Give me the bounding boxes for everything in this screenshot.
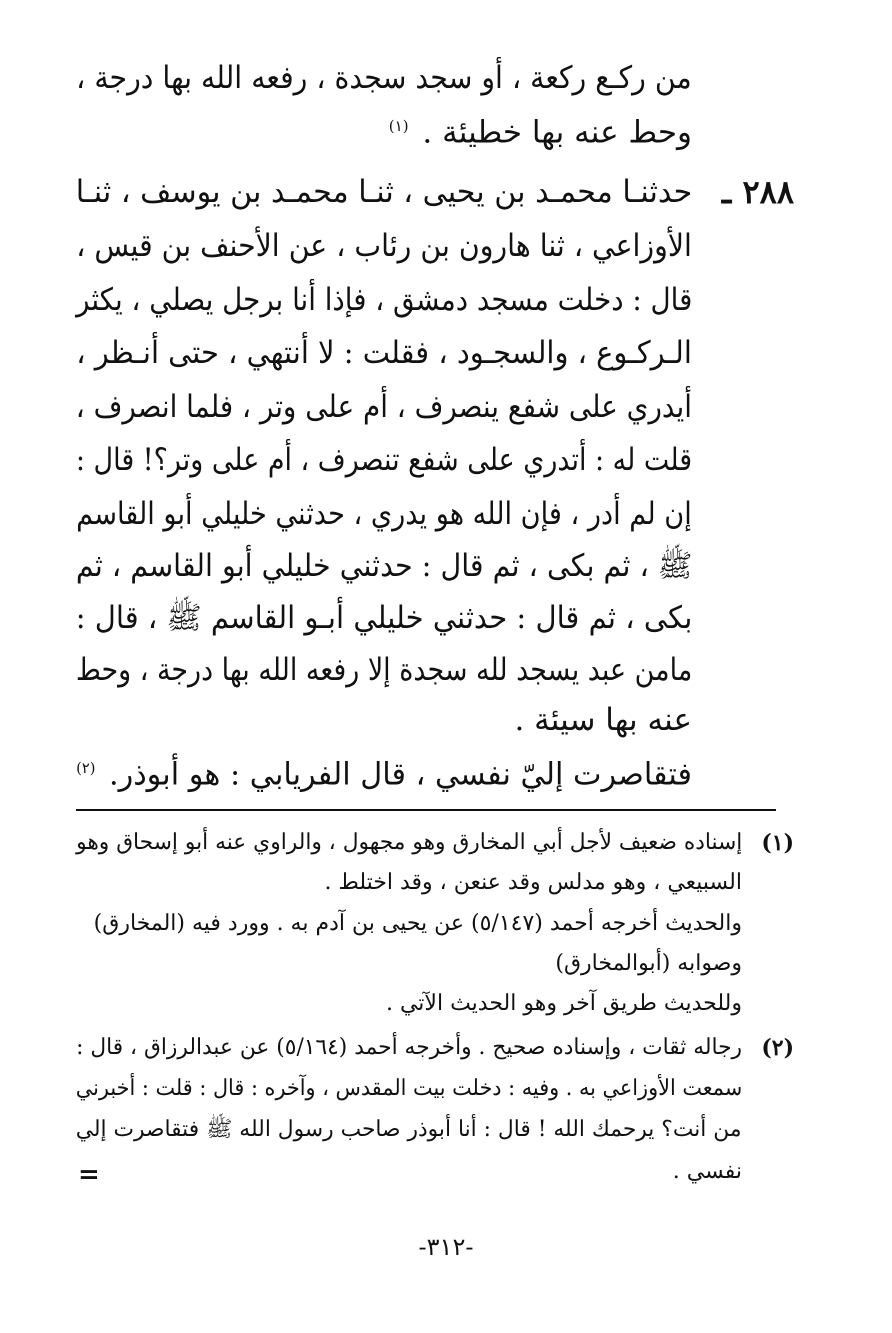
footnote-ref-1: (١) (388, 117, 409, 135)
page-number: -٣١٢- (418, 1233, 474, 1261)
hadith-line-10: مامن عبد يسجد لله سجدة إلا رفعه الله بها درجة ، وحط (75, 652, 692, 688)
footnote-1-number: (١) (761, 830, 794, 856)
hadith-line-2: الأوزاعي ، ثنا هارون بن رئاب ، عن الأحنف بن قيس ، (76, 228, 692, 264)
footnote-2-line-3: من أنت؟ يرحمك الله ! قال : أنا أبوذر صاحب رسول الله ﷺ فتقاصرت إلي (76, 1117, 742, 1142)
footnote-2-line-4: نفسي . (672, 1159, 742, 1184)
intro-line-2 (389, 106, 692, 152)
hadith-number: ٢٨٨ ـ (721, 173, 794, 211)
hadith-line-7: إن لم أدر ، فإن الله هو يدري ، حدثني خليلي أبو القاسم (76, 496, 692, 532)
hadith-line-11: عنه بها سيئة . (514, 702, 692, 738)
closing-line (76, 748, 692, 794)
hadith-line-8: ﷺ ، ثم بكى ، ثم قال : حدثني خليلي أبو القاسم ، ثم (75, 548, 692, 584)
intro-line-2-text: وحط عنه بها خطيئة . (422, 114, 692, 151)
hadith-line-5: أيدري على شفع ينصرف ، أم على وتر ، فلما انصرف ، (75, 389, 692, 425)
footnote-2-number: (٢) (761, 1035, 794, 1061)
hadith-line-3: قال : دخلت مسجد دمشق ، فإذا أنا برجل يصلي ، يكثر (75, 282, 692, 318)
footnote-2-line-2: سمعت الأوزاعي به . وفيه : دخلت بيت المقدس ، وآخره : قال : قلت : أخبرني (75, 1076, 742, 1101)
intro-line-1: من ركـع ركعة ، أو سجد سجدة ، رفعه الله بها درجة ، (76, 60, 692, 96)
hadith-line-6: قلت له : أتدري على شفع تنصرف ، أم على وتر؟! قال : (75, 442, 692, 478)
hadith-line-9: بكى ، ثم قال : حدثني خليلي أبـو القاسم ﷺ ، قال : (75, 600, 692, 636)
continuation-mark: = (78, 1160, 100, 1190)
closing-line-text: فتقاصرت إليّ نفسي ، قال الفريابي : هو أبوذر. (109, 756, 692, 793)
footnote-1-line-4: وصوابه (أبوالمخارق) (555, 951, 742, 976)
footnote-1-line-3: والحديث أخرجه أحمد (٥/١٤٧) عن يحيى بن آدم به . وورد فيه (المخارق) (93, 911, 742, 936)
footnote-1-line-2: السبيعي ، وهو مدلس وقد عنعن ، وقد اختلط . (324, 870, 742, 895)
hadith-line-4: الـركـوع ، والسجـود ، فقلت : لا أنتهي ، حتى أنـظر ، (76, 335, 692, 371)
hadith-line-1: حدثنـا محمـد بن يحيى ، ثنـا محمـد بن يوسف ، ثنـا (75, 174, 692, 210)
footnote-2-line-1: رجاله ثقات ، وإسناده صحيح . وأخرجه أحمد (٥/١٦٤) عن عبدالرزاق ، قال : (76, 1035, 742, 1060)
footnote-ref-2: (٢) (76, 759, 96, 777)
footnote-separator (76, 809, 776, 811)
footnote-1-line-1: إسناده ضعيف لأجل أبي المخارق وهو مجهول ، والراوي عنه أبو إسحاق وهو (75, 830, 742, 855)
footnote-1-line-5: وللحديث طريق آخر وهو الحديث الآتي . (385, 991, 742, 1016)
